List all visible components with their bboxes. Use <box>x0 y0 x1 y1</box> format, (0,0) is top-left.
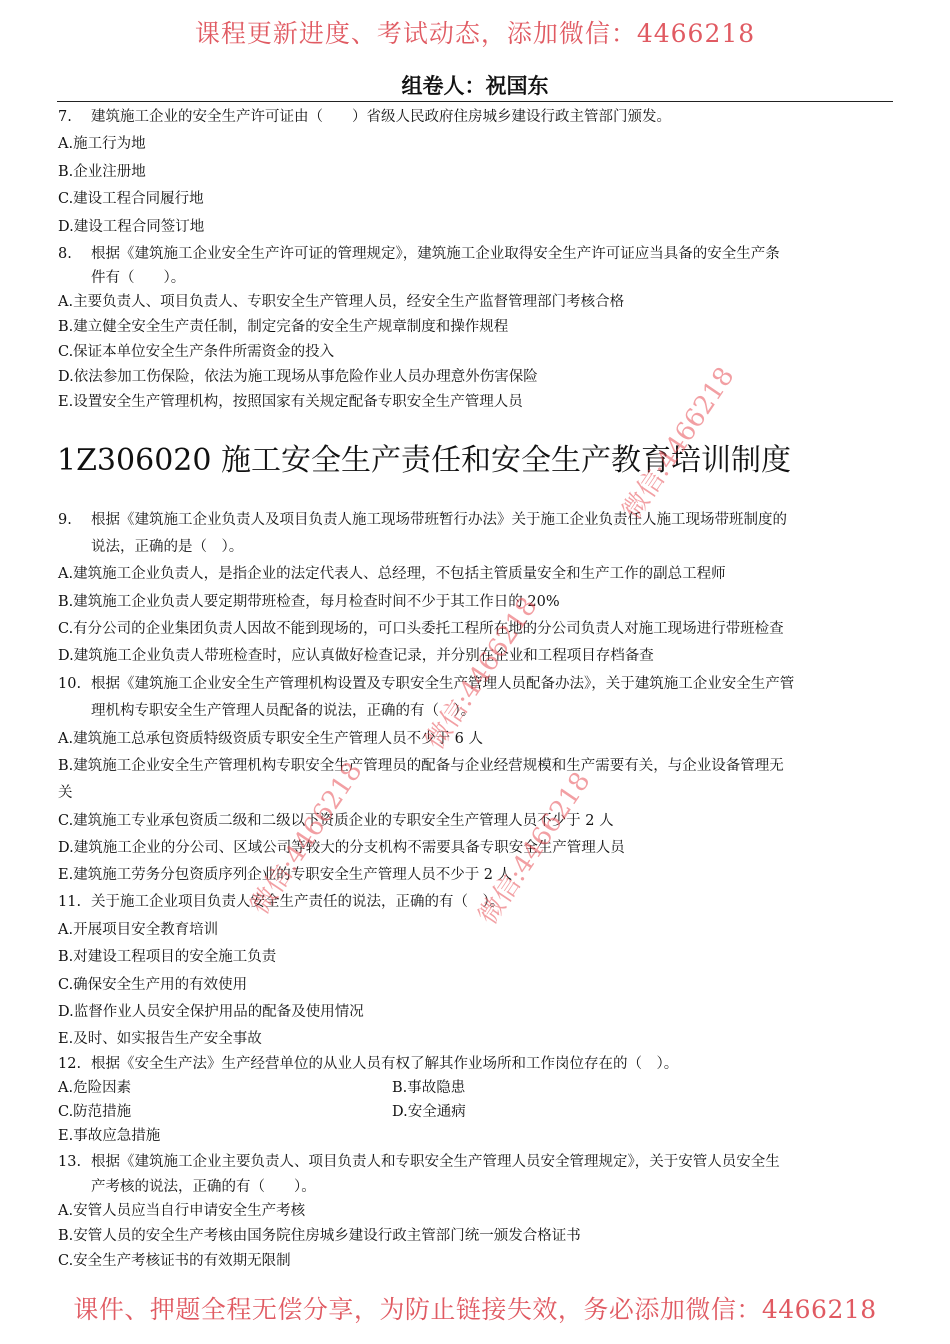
question-stem: 根据《建筑施工企业主要负责人、项目负责人和专职安全生产管理人员安全管理规定》，关于安管人员安全生 <box>91 1154 780 1170</box>
option: A.安管人员应当自行申请安全生产考核 <box>58 1203 306 1219</box>
compiler-name: 组卷人：祝国东 <box>401 74 549 98</box>
question-number: 13. <box>58 1154 82 1170</box>
question-stem: 根据《安全生产法》生产经营单位的从业人员有权了解其作业场所和工作岗位存在的（ ）。 <box>91 1056 679 1072</box>
option: B.建立健全安全生产责任制，制定完备的安全生产规章制度和操作规程 <box>58 319 509 335</box>
option: D.安全通病 <box>392 1104 466 1120</box>
option: D.依法参加工伤保险，依法为施工现场从事危险作业人员办理意外伤害保险 <box>58 369 538 385</box>
option: 关 <box>58 785 73 801</box>
top-banner: 课程更新进度、考试动态，添加微信：4466218 <box>194 19 756 48</box>
option: C.保证本单位安全生产条件所需资金的投入 <box>58 344 335 360</box>
option: D.建筑施工企业负责人带班检查时，应认真做好检查记录，并分别在企业和工程项目存档备查 <box>58 648 654 664</box>
question-number: 8. <box>58 246 72 262</box>
option: A.施工行为地 <box>58 136 146 152</box>
question-stem: 建筑施工企业的安全生产许可证由（ ）省级人民政府住房城乡建设行政主管部门颁发。 <box>91 109 671 125</box>
option: C.防范措施 <box>58 1104 132 1120</box>
option: C.建筑施工专业承包资质二级和二级以下资质企业的专职安全生产管理人员不少于 2 人 <box>58 813 614 829</box>
question-stem: 关于施工企业项目负责人安全生产责任的说法，正确的有（ ）。 <box>91 894 505 910</box>
question-stem: 说法，正确的是（ ）。 <box>91 539 244 555</box>
section-heading: 1Z306020 施工安全生产责任和安全生产教育培训制度 <box>57 443 791 478</box>
option: C.有分公司的企业集团负责人因故不能到现场的，可口头委托工程所在地的分公司负责人对施工现场进行带班检查 <box>58 621 784 637</box>
option: A.建筑施工企业负责人，是指企业的法定代表人、总经理，不包括主管质量安全和生产工作的副总工程师 <box>58 566 726 582</box>
watermark: 微信:4466218 <box>244 756 369 921</box>
question-stem: 件有（ ）。 <box>91 270 186 286</box>
watermark: 微信:4466218 <box>616 361 741 526</box>
option: A.危险因素 <box>58 1080 132 1096</box>
option: D.建筑施工企业的分公司、区域公司等较大的分支机构不需要具备专职安全生产管理人员 <box>58 840 625 856</box>
option: B.对建设工程项目的安全施工负责 <box>58 949 277 965</box>
option: B.建筑施工企业负责人要定期带班检查，每月检查时间不少于其工作日的 20% <box>58 594 560 610</box>
option: A.主要负责人、项目负责人、专职安全生产管理人员，经安全生产监督管理部门考核合格 <box>58 294 625 310</box>
option: D.监督作业人员安全保护用品的配备及使用情况 <box>58 1004 364 1020</box>
option: E.及时、如实报告生产安全事故 <box>58 1031 262 1047</box>
option: B.企业注册地 <box>58 164 146 180</box>
option: C.建设工程合同履行地 <box>58 191 204 207</box>
question-stem: 根据《建筑施工企业负责人及项目负责人施工现场带班暂行办法》关于施工企业负责任人施工现场带班制度的 <box>91 512 787 528</box>
option: E.设置安全生产管理机构，按照国家有关规定配备专职安全生产管理人员 <box>58 394 523 410</box>
option: C.确保安全生产用的有效使用 <box>58 977 248 993</box>
question-stem: 根据《建筑施工企业安全生产管理机构设置及专职安全生产管理人员配备办法》，关于建筑施工企业安全生产管 <box>91 676 795 692</box>
option: B.建筑施工企业安全生产管理机构专职安全生产管理员的配备与企业经营规模和生产需要有关，与企业设备管理无 <box>58 758 784 774</box>
question-number: 7. <box>58 109 72 125</box>
question-number: 11. <box>58 894 82 910</box>
bottom-banner: 课件、押题全程无偿分享，为防止链接失效，务必添加微信：4466218 <box>73 1295 877 1324</box>
option: E.事故应急措施 <box>58 1128 161 1144</box>
option: A.开展项目安全教育培训 <box>58 922 219 938</box>
question-stem: 根据《建筑施工企业安全生产许可证的管理规定》，建筑施工企业取得安全生产许可证应当具备的安全生产条 <box>91 246 780 262</box>
question-number: 12. <box>58 1056 82 1072</box>
watermark: 微信:4466218 <box>419 591 544 756</box>
option: B.事故隐患 <box>392 1080 466 1096</box>
option: E.建筑施工劳务分包资质序列企业的专职安全生产管理人员不少于 2 人 <box>58 867 513 883</box>
option: B.安管人员的安全生产考核由国务院住房城乡建设行政主管部门统一颁发合格证书 <box>58 1228 581 1244</box>
question-number: 9. <box>58 512 72 528</box>
watermark: 微信:4466218 <box>472 766 597 931</box>
question-number: 10. <box>58 676 82 692</box>
option: A.建筑施工总承包资质特级资质专职安全生产管理人员不少于 6 人 <box>58 731 484 747</box>
option: C.安全生产考核证书的有效期无限制 <box>58 1253 291 1269</box>
question-stem: 产考核的说法，正确的有（ ）。 <box>91 1179 316 1195</box>
option: D.建设工程合同签订地 <box>58 219 205 235</box>
question-stem: 理机构专职安全生产管理人员配备的说法，正确的有（ ）。 <box>91 703 476 719</box>
header-rule <box>57 101 893 102</box>
